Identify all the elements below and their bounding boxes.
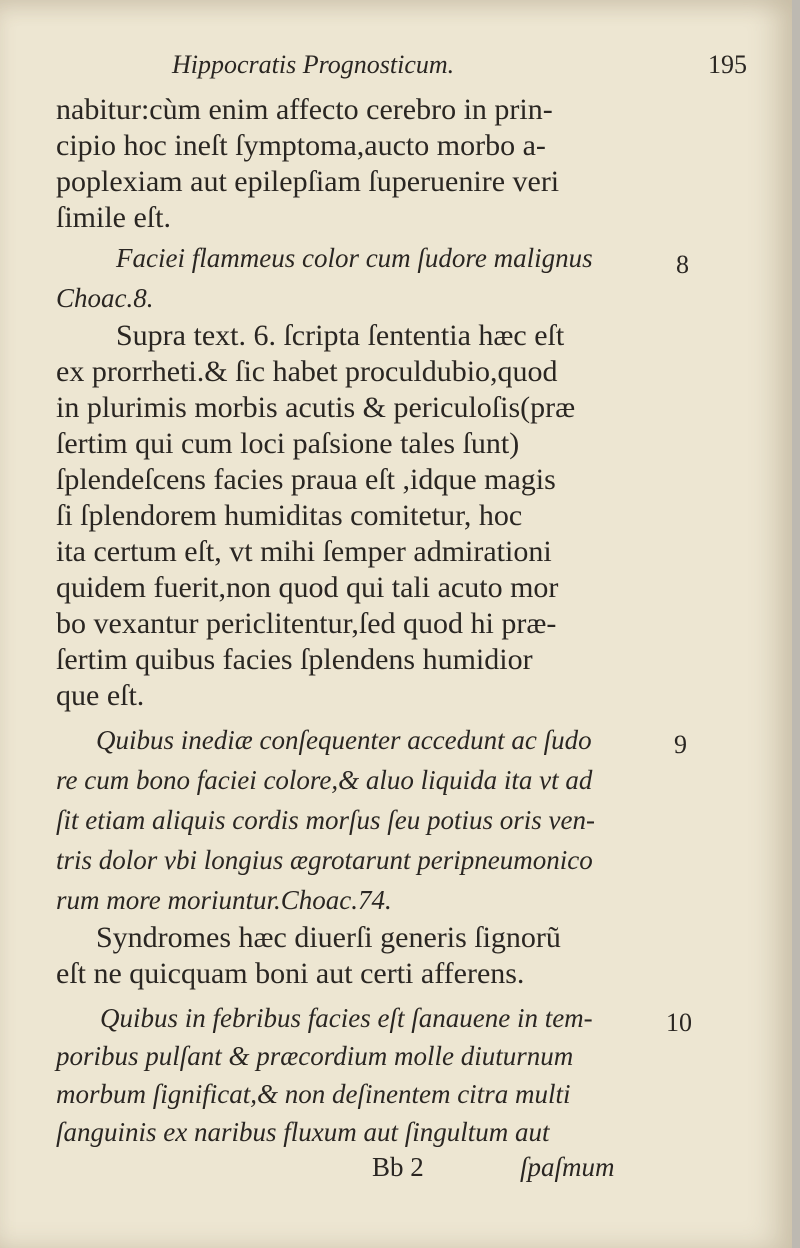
aphorism-line: Quibus in febribus facies eſt ſanauene in tem-	[100, 1003, 593, 1033]
aphorism-line: Choac.8.	[56, 283, 154, 313]
aphorism-line: morbum ſignificat,& non deſinentem citra multi	[56, 1079, 571, 1109]
aphorism-line: Quibus inediæ conſequenter accedunt ac ſudo	[96, 725, 592, 755]
running-head: Hippocratis Prognosticum.	[172, 50, 455, 79]
text-line: quidem fuerit,non quod qui tali acuto mor	[56, 571, 559, 604]
margin-number: 8	[676, 250, 689, 279]
text-line: ſertim quibus facies ſplendens humidior	[56, 643, 533, 676]
aphorism-line: Faciei flammeus color cum ſudore malignus	[116, 243, 593, 273]
text-line: ſimile eſt.	[56, 201, 171, 234]
text-line: poplexiam aut epilepſiam ſuperuenire veri	[56, 165, 560, 198]
aphorism-line: rum more moriuntur.Choac.74.	[56, 885, 392, 915]
text-line: in plurimis morbis acutis & periculoſis(præ	[56, 391, 576, 424]
text-line: ſi ſplendorem humiditas comitetur, hoc	[56, 499, 523, 532]
signature-mark: Bb 2	[372, 1152, 424, 1182]
text-line: Supra text. 6. ſcripta ſententia hæc eſt	[116, 319, 565, 352]
scan-edge	[792, 0, 800, 1248]
text-line: nabitur:cùm enim affecto cerebro in prin-	[56, 93, 553, 126]
aphorism-line: tris dolor vbi longius ægrotarunt peripneumonico	[56, 845, 593, 875]
aphorism-line: ſanguinis ex naribus fluxum aut ſingultum aut	[56, 1117, 550, 1147]
text-line: ſplendeſcens facies praua eſt ,idque magis	[56, 463, 556, 496]
text-line: ſertim qui cum loci paſsione tales ſunt)	[56, 427, 520, 460]
text-line: eſt ne quicquam boni aut certi afferens.	[56, 957, 525, 990]
text-line: cipio hoc ineſt ſymptoma,aucto morbo a-	[56, 129, 546, 162]
margin-number: 10	[666, 1008, 692, 1037]
text-line: bo vexantur periclitentur,ſed quod hi præ-	[56, 607, 557, 640]
margin-number: 9	[674, 730, 687, 759]
page-number: 195	[708, 50, 747, 79]
text-line: ita certum eſt, vt mihi ſemper admirationi	[56, 535, 552, 568]
catchword: ſpaſmum	[520, 1152, 615, 1182]
text-line: ex prorrheti.& ſic habet proculdubio,quod	[56, 355, 558, 388]
aphorism-line: ſit etiam aliquis cordis morſus ſeu potius oris ven-	[56, 805, 595, 835]
aphorism-line: poribus pulſant & præcordium molle diuturnum	[56, 1041, 574, 1071]
text-line: Syndromes hæc diuerſi generis ſignorũ	[96, 921, 561, 954]
aphorism-line: re cum bono faciei colore,& aluo liquida ita vt ad	[56, 765, 593, 795]
text-line: que eſt.	[56, 679, 145, 712]
